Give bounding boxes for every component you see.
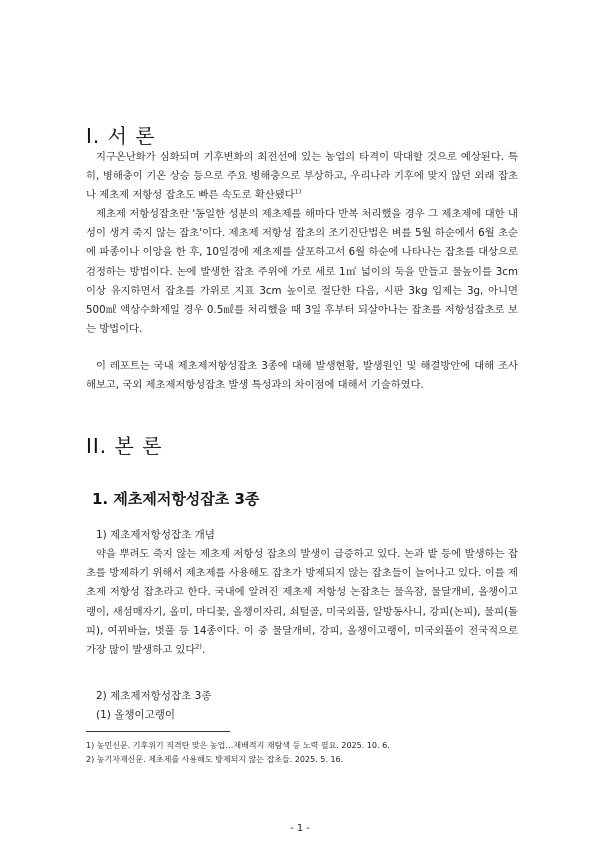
page-number: - 1 - xyxy=(290,823,310,834)
footnote-ref-1: 1) xyxy=(294,187,302,196)
footnote-2: 2) 농기자재신문. 제초제를 사용해도 방제되지 않는 잡초들. 2025. 5. 16. xyxy=(86,755,344,764)
intro-paragraph-3: 이 레포트는 국내 제초제저항성잡초 3종에 대해 발생현황, 발생원인 및 해결방안에 대해 조사해보고, 국외 제초제저항성잡초 발생 특성과의 차이점에 대해서 기술하였다. xyxy=(86,360,518,392)
section-title-introduction: I. 서 론 xyxy=(86,124,156,148)
footnote-divider xyxy=(86,731,230,732)
body-paragraph-concept-end: . xyxy=(201,644,206,657)
intro-paragraph-1 xyxy=(86,148,518,206)
footnote-ref-2: 2) xyxy=(195,642,202,651)
body-paragraph-concept xyxy=(86,545,518,660)
item-heading-three-species: 2) 제초제저항성잡초 3종 xyxy=(96,690,212,702)
body-paragraph-concept-text: 약을 뿌려도 죽지 않는 제초제 저항성 잡초의 발생이 급증하고 있다. 논과 밭 등에 발생하는 잡초를 방제하기 위해서 제초제를 사용해도 잡초가 방제되지 않는 잡초들이 늘어나고 있다. 이를 제초제 저항성 잡초라고 한다. 국내에 알려진 제초제 저항성 논잡초는 물옥잠, 물달개비, 올챙이고랭이, 새섬매자기, 올미, 마디꽃, 올챙이자리, 쇠털골, 미국외풀, 알방동사니, 강피(논피), 물피(돌피), 여뀌바늘, 벗풀 등 14종이다. 이 중 물달개비, 강피, 올챙이고랭이, 미국외풀이 전국적으로 가장 많이 발생하고 있다 xyxy=(86,548,518,657)
footnote-1: 1) 농민신문. 기후위기 직격탄 맞은 농업…재배적지 재탐색 등 노력 필요. 2025. 10. 6. xyxy=(86,741,390,750)
intro-paragraph-2: 제초제 저항성잡초란 '동일한 성분의 제초제를 해마다 반복 처리했을 경우 그 제초제에 대한 내성이 생겨 죽지 않는 잡초'이다. 제초제 저항성 잡초의 조기진단법은 벼를 5월 하순에서 6월 초순에 파종이나 이앙을 한 후, 10일경에 제초제를 살포하고서 6월 하순에 나타나는 잡초를 대상으로 검정하는 방법이다. 논에 발생한 잡초 주위에 가로 세로 1㎡ 넓이의 둑을 만들고 물높이를 3cm 이상 유지하면서 잡초를 가위로 지표 3cm 높이로 절단한 다음, 시판 3kg 입제는 3g, 아니면 500㎖ 액상수화제일 경우 0.5㎖를 처리했을 때 3일 후부터 되살아나는 잡초를 저항성잡초로 보는 방법이다. xyxy=(86,208,518,336)
subsection-title: 1. 제초제저항성잡초 3종 xyxy=(92,490,260,508)
item-heading-concept: 1) 제초제저항성잡초 개념 xyxy=(96,529,215,541)
section-title-main-body: II. 본 론 xyxy=(86,434,163,458)
intro-paragraph-1-text: 지구온난화가 심화되며 기후변화의 최전선에 있는 농업의 타격이 막대할 것으로 예상된다. 특히, 병해충이 기온 상승 등으로 주요 병해충으로 부상하고, 우리나라 기후에 맞지 않던 외래 잡초나 제초제 저항성 잡초도 빠른 속도로 확산됐다 xyxy=(86,151,518,202)
item-heading-species-1: (1) 올챙이고랭이 xyxy=(96,709,176,721)
